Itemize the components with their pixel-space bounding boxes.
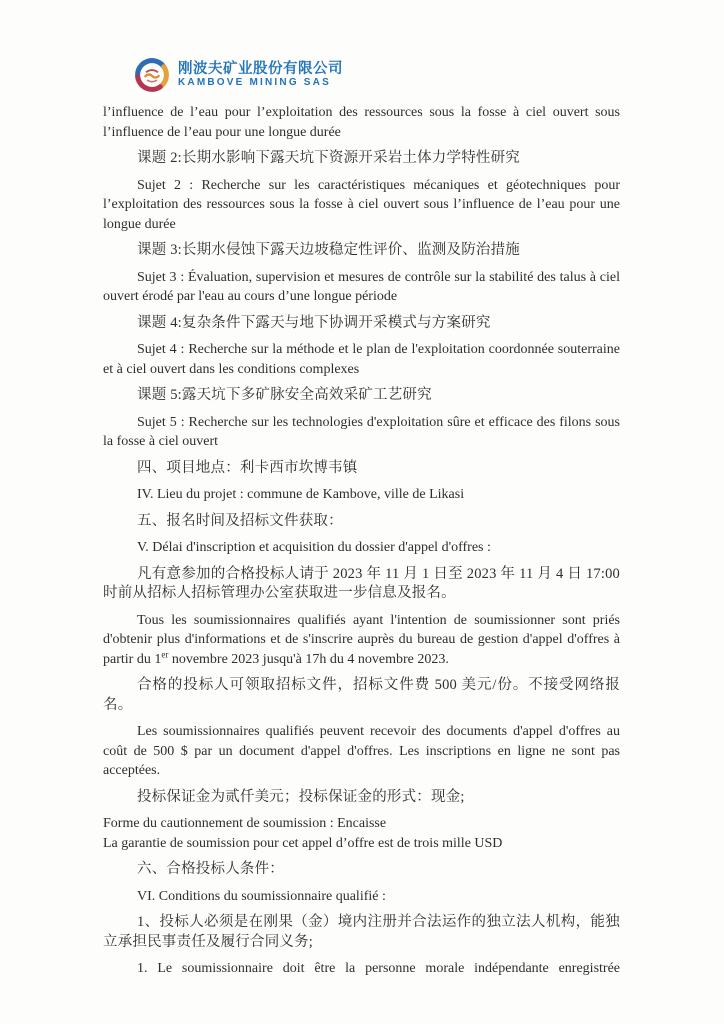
heading-section5-registration-fr: V. Délai d'inscription et acquisition du dossier d'appel d'offres : [137, 540, 491, 555]
para-subject1-fr-continuation: l’influence de l’eau pour l’exploitation des ressources sous la fosse à ciel ouvert sous l’influence de l’eau pour une longue durée [103, 105, 620, 140]
para-document-fee-zh: 合格的投标人可领取招标文件，招标文件费 500 美元/份。不接受网络报名。 [103, 677, 620, 713]
heading-section5-registration-zh: 五、报名时间及招标文件获取： [137, 512, 343, 529]
company-logo [134, 54, 724, 96]
para-subject2-zh: 课题 2:长期水影响下露天坑下资源开采岩土体力学特性研究 [137, 150, 521, 166]
para-subject4-fr: Sujet 4 : Recherche sur la méthode et le plan de l'exploitation coordonnée souterraine et à ciel ouvert dans les conditions complexes [103, 342, 620, 377]
para-condition1-fr-firstline: 1. Le soumissionnaire doit être la personne morale indépendante enregistrée [137, 961, 620, 976]
para-bid-bond-zh: 投标保证金为贰仟美元；投标保证金的形式：现金; [137, 788, 465, 805]
para-subject3-fr: Sujet 3 : Évaluation, supervision et mesures de contrôle sur la stabilité des talus à ciel ouvert érodé par l'eau au cours d’une longue période [103, 269, 620, 304]
bid-bond-guarantee-line: La garantie de soumission pour cet appel d’offre est de trois mille USD [103, 835, 503, 851]
para-document-fee-fr: Les soumissionnaires qualifiés peuvent recevoir des documents d'appel d'offres au coût de 500 $ par un document d'appel d'offres. Les inscriptions en ligne ne sont pas acceptées. [103, 724, 620, 778]
para-subject3-zh: 课题 3:长期水侵蚀下露天边坡稳定性评价、监测及防治措施 [137, 242, 521, 258]
company-name-english: KAMBOVE MINING SAS [178, 76, 331, 88]
heading-section6-conditions-zh: 六、合格投标人条件： [137, 861, 284, 877]
heading-section4-location-zh: 四、项目地点：利卡西市坎博韦镇 [137, 459, 358, 476]
para-registration-deadline-fr [103, 611, 620, 670]
para-subject2-fr: Sujet 2 : Recherche sur les caractéristiques mécaniques et géotechniques pour l’exploitation des ressources sous la fosse à ciel ouvert sous l’influence de l’eau pour une longue durée [103, 177, 620, 232]
para-subject5-fr: Sujet 5 : Recherche sur les technologies d'exploitation sûre et efficace des filons sous la fosse à ciel ouvert [103, 414, 620, 449]
para-subject5-zh: 课题 5:露天坑下多矿脉安全高效采矿工艺研究 [137, 387, 432, 403]
para-condition1-zh: 1、投标人必须是在刚果（金）境内注册并合法运作的独立法人机构，能独立承担民事责任及履行合同义务; [103, 914, 620, 950]
deadline-text-before-sup: Tous les soumissionnaires qualifiés ayant l'intention de soumissionner sont priés d'obtenir plus d'informations et de s'inscrire auprès du bureau de gestion d'appel d'offres à partir du 1 [103, 612, 620, 667]
document-body [0, 103, 724, 979]
kambove-mining-logo-icon [134, 55, 170, 95]
deadline-text-after-sup: novembre 2023 jusqu'à 17h du 4 novembre 2023. [168, 651, 449, 667]
ordinal-superscript: er [161, 648, 169, 659]
para-bid-bond-fr [103, 814, 620, 853]
heading-section4-location-fr: IV. Lieu du projet : commune de Kambove, ville de Likasi [137, 487, 465, 502]
heading-section6-conditions-fr: VI. Conditions du soumissionnaire qualifié : [137, 888, 386, 904]
company-name-chinese: 刚波夫矿业股份有限公司 [178, 60, 343, 77]
para-registration-deadline-zh: 凡有意参加的合格投标人请于 2023 年 11 月 1 日至 2023 年 11 月 4 日 17:00 时前从招标人招标管理办公室获取进一步信息及报名。 [103, 565, 620, 601]
company-name-block [178, 62, 343, 89]
para-subject4-zh: 课题 4:复杂条件下露天与地下协调开采模式与方案研究 [137, 314, 491, 331]
bid-bond-form-line: Forme du cautionnement de soumission : Encaisse [103, 816, 387, 831]
